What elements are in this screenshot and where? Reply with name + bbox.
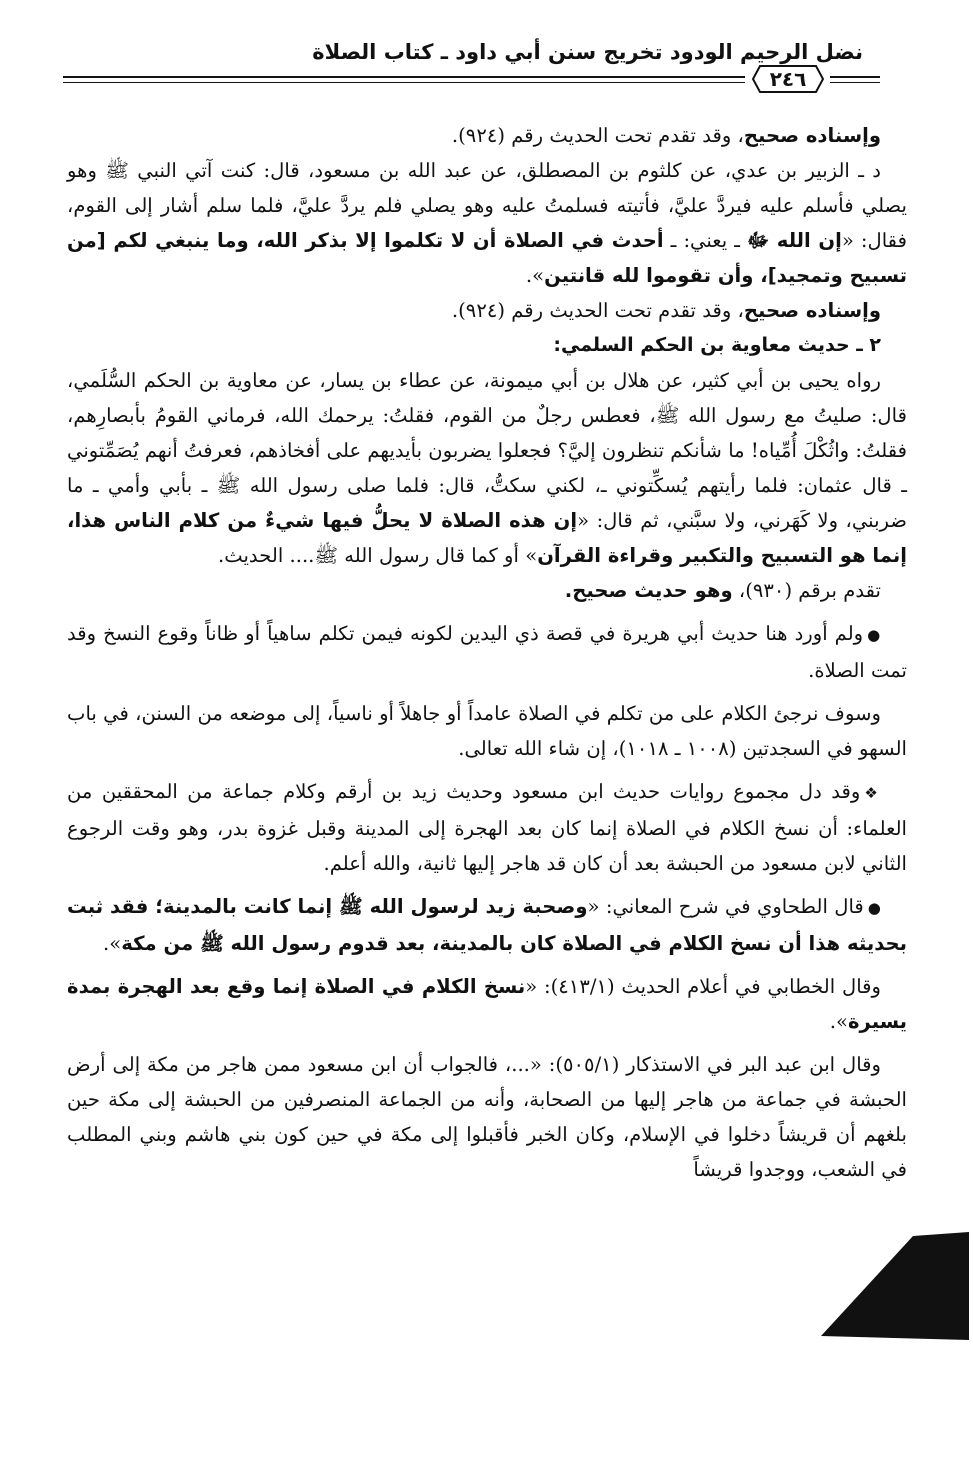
page-number-ornament	[752, 64, 824, 94]
bold-phrase: إن الله ﷻ	[747, 229, 842, 252]
page-body	[67, 118, 907, 1187]
bold-phrase: أحدث في الصلاة أن لا تكلموا إلا بذكر الله، وما ينبغي لكم [من تسبيح وتمجيد]، وأن تقوموا لله قانتين	[67, 229, 907, 287]
paragraph-text: » أو كما قال رسول الله ﷺ.... الحديث.	[218, 544, 538, 567]
bold-phrase: وصحبة زيد لرسول الله ﷺ إنما كانت بالمدينة؛ فقد ثبت بحديثه هذا أن نسخ الكلام في الصلاة كان بالمدينة، بعد قدوم رسول الله ﷺ من مكة	[67, 895, 907, 955]
paragraph-text: قال الطحاوي في شرح المعاني: «	[587, 895, 864, 918]
header-rule-right-thin	[830, 82, 880, 83]
paragraph-text: ولم أورد هنا حديث أبي هريرة في قصة ذي اليدين لكونه فيمن تكلم ساهياً أو ظاناً وقوع النسخ وقد تمت الصلاة.	[67, 622, 907, 682]
header-rule	[63, 76, 745, 78]
paragraph-grading	[67, 573, 907, 608]
paragraph-note-abu-hurayra	[67, 616, 907, 688]
bold-phrase: نسخ الكلام في الصلاة إنما وقع بعد الهجرة بمدة يسيرة	[67, 975, 907, 1033]
paragraph-isnad-2	[67, 293, 907, 328]
page-corner-triangle	[793, 1232, 973, 1347]
paragraph-text: ، وقد تقدم تحت الحديث رقم (٩٢٤).	[451, 299, 744, 322]
paragraph-deferral	[67, 696, 907, 766]
paragraph-text: ـ يعني: ـ	[663, 229, 748, 252]
bold-phrase: وهو حديث صحيح.	[564, 579, 733, 602]
paragraph-khattabi	[67, 969, 907, 1039]
paragraph-text: وقال الخطابي في أعلام الحديث (٤١٣/١): «	[525, 975, 881, 998]
header-rule-thin	[63, 82, 745, 83]
ornament-bullet-icon: ❖	[864, 784, 881, 802]
paragraph-text: تقدم برقم (٩٣٠)،	[732, 579, 881, 602]
paragraph-text: ».	[525, 264, 545, 287]
paragraph-hadith-ibn-masud	[67, 153, 907, 293]
paragraph-text: ».	[829, 1010, 848, 1033]
bullet-icon: ●	[867, 626, 881, 644]
paragraph-text: وقد دل مجموع روايات حديث ابن مسعود وحديث زيد بن أرقم وكلام جماعة من المحققين من العلماء: أن نسخ الكلام في الصلاة إنما كان بعد الهجرة إلى المدينة وقبل غزوة بدر، وهو وقت الرجوع الثاني لابن مسعود من الحبشة بعد أن كان قد هاجر إليها ثانية، والله أعلم.	[67, 780, 907, 875]
header-rule-right	[830, 76, 880, 78]
paragraph-text: رواه يحيى بن أبي كثير، عن هلال بن أبي ميمونة، عن عطاء بن يسار، عن معاوية بن الحكم السُّلَمي، قال: صليتُ مع رسول الله ﷺ، فعطس رجلٌ من القوم، فقلتُ: يرحمك الله، فرماني القومُ بأبصارِهم، فقلتُ: واثُكْلَ أُمِّياه! ما شأنكم تنظرون إليَّ؟ فجعلوا يضربون بأيديهم على أفخاذهم، فعرفتُ أنهم يُصَمِّتوني ـ قال عثمان: فلما رأيتهم يُسكِّتوني ـ، لكني سكتُّ، قال: فلما صلى رسول الله ﷺ ـ بأبي وأمي ـ ما ضربني، ولا كَهَرني، ولا سبَّني، ثم قال: «	[67, 369, 907, 532]
paragraph-hadith-muawiya	[67, 363, 907, 573]
paragraph-tahawi	[67, 889, 907, 961]
page-number: ٢٤٦	[769, 67, 807, 91]
paragraph-text: د ـ الزبير بن عدي، عن كلثوم بن المصطلق، عن عبد الله بن مسعود، قال: كنت آتي النبي ﷺ وهو يصلي فأسلم عليه فيردَّ عليَّ، فأتيته فسلمتُ عليه وهو يصلي فلم يردَّ عليَّ، فلما سلم أشار إلى القوم، فقال: «	[67, 159, 907, 252]
bold-phrase: وإسناده صحيح	[743, 124, 881, 147]
paragraph-text: وقال ابن عبد البر في الاستذكار (٥٠٥/١): «...، فالجواب أن ابن مسعود ممن هاجر من مكة إلى أرض الحبشة في جماعة من هاجر إليها من الصحابة، وأنه من الجماعة المنصرفين من الحبشة إلى مكة حين بلغهم أن قريشاً دخلوا في الإسلام، وكان الخبر فأقبلوا إلى مكة في حين كون بني هاشم وبني المطلب في الشعب، ووجدوا قريشاً	[67, 1053, 907, 1181]
paragraph-abrogation	[67, 774, 907, 881]
bullet-icon: ●	[867, 899, 881, 917]
section-heading: ٢ ـ حديث معاوية بن الحكم السلمي:	[553, 334, 881, 356]
paragraph-isnad-1	[67, 118, 907, 153]
bold-phrase: وإسناده صحيح	[743, 299, 881, 322]
paragraph-text: ».	[103, 932, 122, 955]
paragraph-text: ، وقد تقدم تحت الحديث رقم (٩٢٤).	[451, 124, 744, 147]
running-header-title: نضل الرحيم الودود تخريج سنن أبي داود ـ كتاب الصلاة	[312, 40, 863, 64]
bold-phrase: إن هذه الصلاة لا يحلُّ فيها شيءٌ من كلام الناس هذا، إنما هو التسبيح والتكبير وقراءة القرآن	[67, 509, 907, 567]
paragraph-ibn-abd-al-barr	[67, 1047, 907, 1187]
paragraph-text: وسوف نرجئ الكلام على من تكلم في الصلاة عامداً أو جاهلاً أو ناسياً، إلى موضعه من السنن، في باب السهو في السجدتين (١٠٠٨ ـ ١٠١٨)، إن شاء الله تعالى.	[67, 702, 907, 760]
